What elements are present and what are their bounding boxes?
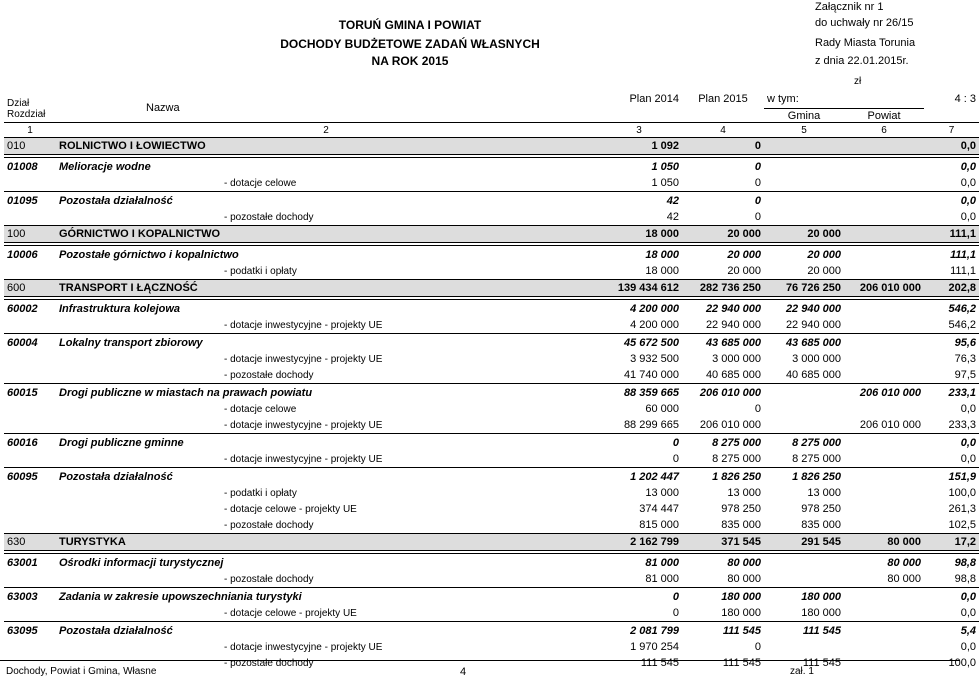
- cell-p14: 13 000: [645, 487, 679, 499]
- cell-name: Pozostałe górnictwo i kopalnictwo: [56, 246, 596, 264]
- cell-powiat: [844, 263, 924, 280]
- cell-ratio: 111,1: [924, 226, 979, 243]
- cell-p15: 13 000: [727, 487, 761, 499]
- cell-code: 60095: [4, 468, 56, 486]
- cell-p14: 2 081 799: [596, 622, 682, 640]
- chapter-row: [4, 300, 979, 318]
- cell-powiat: [844, 175, 924, 192]
- cell-gmina: 8 275 000: [764, 434, 844, 452]
- cell-name: Pozostała działalność: [56, 468, 596, 486]
- cell-p14: 139 434 612: [596, 280, 682, 297]
- cell-gmina: [764, 175, 844, 192]
- cell-code: 63095: [4, 622, 56, 640]
- cell-powiat: [844, 605, 924, 622]
- cell-name: Zadania w zakresie upowszechniania turystyki: [56, 588, 596, 606]
- cell-ratio: 76,3: [954, 353, 976, 365]
- position-row: [4, 517, 979, 534]
- chapter-row: [4, 334, 979, 352]
- cell-code: [4, 485, 56, 501]
- chapter-row: [4, 468, 979, 486]
- cell-name: - podatki i opłaty: [224, 265, 297, 277]
- cell-powiat: [844, 367, 924, 384]
- cell-p15: 1 826 250: [682, 468, 764, 486]
- cell-code: 60015: [4, 384, 56, 402]
- cell-powiat: [844, 300, 924, 318]
- cell-powiat: [844, 468, 924, 486]
- cell-code: 60004: [4, 334, 56, 352]
- cell-p15: 20 000: [682, 226, 764, 243]
- cell-p15: 80 000: [727, 573, 761, 585]
- colnum: 5: [764, 123, 844, 138]
- colnum: 7: [924, 123, 979, 138]
- cell-gmina: [764, 554, 844, 572]
- cell-gmina: 3 000 000: [792, 353, 841, 365]
- cell-name: - pozostałe dochody: [224, 519, 314, 531]
- cell-ratio: 546,2: [924, 300, 979, 318]
- cell-ratio: 0,0: [924, 138, 979, 155]
- cell-ratio: 100,0: [948, 657, 976, 669]
- cell-p15: 0: [754, 641, 761, 653]
- cell-name: - dotacje celowe - projekty UE: [224, 607, 357, 619]
- cell-gmina: 111 545: [764, 622, 844, 640]
- cell-ratio: 0,0: [924, 192, 979, 210]
- doc-title-line1: TORUŃ GMINA I POWIAT: [338, 18, 482, 32]
- cell-p14: 0: [672, 607, 679, 619]
- header-nazwa: Nazwa: [146, 101, 180, 114]
- cell-name: ROLNICTWO I ŁOWIECTWO: [56, 138, 596, 155]
- cell-p15: 22 940 000: [705, 319, 761, 331]
- cell-code: [4, 209, 56, 226]
- chapter-row: [4, 622, 979, 640]
- cell-code: 010: [4, 138, 56, 155]
- cell-p14: 0: [596, 588, 682, 606]
- cell-p15: 40 685 000: [705, 369, 761, 381]
- cell-name: - dotacje celowe: [224, 177, 297, 189]
- cell-code: [4, 351, 56, 367]
- cell-ratio: 102,5: [948, 519, 976, 531]
- cell-ratio: 100,0: [948, 487, 976, 499]
- cell-p14: 4 200 000: [630, 319, 679, 331]
- cell-ratio: 111,1: [924, 246, 979, 264]
- cell-p14: 41 740 000: [623, 369, 679, 381]
- header-rozdzial: Rozdział: [7, 108, 46, 120]
- cell-name: Pozostała działalność: [56, 622, 596, 640]
- cell-gmina: 43 685 000: [764, 334, 844, 352]
- cell-p14: 0: [672, 453, 679, 465]
- cell-gmina: 20 000: [807, 265, 841, 277]
- cell-name: Infrastruktura kolejowa: [56, 300, 596, 318]
- cell-code: 100: [4, 226, 56, 243]
- cell-gmina: 20 000: [764, 246, 844, 264]
- cell-code: 10006: [4, 246, 56, 264]
- cell-p14: 815 000: [639, 519, 679, 531]
- header-gmina: Gmina: [787, 109, 821, 122]
- cell-p14: 1 092: [596, 138, 682, 155]
- cell-gmina: [764, 209, 844, 226]
- cell-p15: 20 000: [727, 265, 761, 277]
- cell-name: - pozostałe dochody: [224, 211, 314, 223]
- section-row: [4, 280, 979, 297]
- colnum: 6: [844, 123, 924, 138]
- cell-p14: 111 545: [640, 657, 679, 669]
- header-w-tym: w tym:: [764, 90, 844, 109]
- chapter-row: [4, 384, 979, 402]
- cell-p14: 2 162 799: [596, 534, 682, 551]
- cell-gmina: [764, 384, 844, 402]
- cell-p14: 0: [596, 434, 682, 452]
- attachment-line1: Załącznik nr 1: [815, 1, 884, 13]
- cell-ratio: 95,6: [924, 334, 979, 352]
- page-footer: [0, 660, 960, 679]
- cell-powiat: 80 000: [844, 554, 924, 572]
- cell-name: - dotacje inwestycyjne - projekty UE: [224, 419, 383, 431]
- position-row: [4, 485, 979, 501]
- doc-title-line3: NA ROK 2015: [371, 54, 449, 68]
- cell-ratio: 0,0: [924, 434, 979, 452]
- attachment-line4: z dnia 22.01.2015r.: [815, 55, 909, 67]
- cell-p15: 180 000: [682, 588, 764, 606]
- cell-ratio: 98,8: [924, 554, 979, 572]
- cell-ratio: 0,0: [960, 403, 976, 415]
- cell-code: [4, 175, 56, 192]
- position-row: [4, 639, 979, 655]
- cell-code: 01095: [4, 192, 56, 210]
- cell-p15: 978 250: [721, 503, 761, 515]
- cell-name: TRANSPORT I ŁĄCZNOŚĆ: [56, 280, 596, 297]
- cell-p15: 0: [754, 211, 761, 223]
- position-row: [4, 209, 979, 226]
- cell-name: Drogi publiczne w miastach na prawach powiatu: [56, 384, 596, 402]
- cell-powiat: [844, 246, 924, 264]
- cell-p15: 8 275 000: [712, 453, 761, 465]
- position-row: [4, 317, 979, 334]
- cell-p14: 42: [666, 211, 679, 223]
- cell-gmina: 40 685 000: [785, 369, 841, 381]
- chapter-row: [4, 192, 979, 210]
- colnum: 3: [596, 123, 682, 138]
- cell-p15: 206 010 000: [699, 419, 761, 431]
- cell-powiat: [844, 317, 924, 334]
- cell-powiat: [844, 588, 924, 606]
- chapter-row: [4, 554, 979, 572]
- cell-name: - pozostałe dochody: [224, 657, 314, 669]
- position-row: [4, 263, 979, 280]
- cell-code: 60016: [4, 434, 56, 452]
- cell-powiat: [844, 501, 924, 517]
- cell-code: 63003: [4, 588, 56, 606]
- cell-p15: 835 000: [721, 519, 761, 531]
- cell-name: Pozostała działalność: [56, 192, 596, 210]
- cell-powiat: [844, 209, 924, 226]
- position-row: [4, 571, 979, 588]
- position-row: [4, 351, 979, 367]
- cell-powiat: [844, 485, 924, 501]
- position-row: [4, 451, 979, 468]
- cell-code: [4, 367, 56, 384]
- currency-unit: zł: [854, 76, 862, 87]
- cell-powiat: [844, 401, 924, 417]
- cell-p15: 3 000 000: [712, 353, 761, 365]
- header-plan-2014: Plan 2014: [629, 93, 679, 106]
- cell-code: [4, 401, 56, 417]
- cell-powiat: 80 000: [887, 573, 921, 585]
- cell-name: Ośrodki informacji turystycznej: [56, 554, 596, 572]
- cell-gmina: [764, 639, 844, 655]
- cell-p15: 22 940 000: [682, 300, 764, 318]
- cell-p14: 45 672 500: [596, 334, 682, 352]
- cell-p14: 1 202 447: [596, 468, 682, 486]
- cell-gmina: 835 000: [801, 519, 841, 531]
- section-row: [4, 534, 979, 551]
- colnum: 1: [4, 123, 56, 138]
- position-row: [4, 367, 979, 384]
- cell-name: - dotacje inwestycyjne - projekty UE: [224, 453, 383, 465]
- cell-p14: 88 299 665: [623, 419, 679, 431]
- cell-ratio: 0,0: [924, 158, 979, 176]
- cell-ratio: 5,4: [924, 622, 979, 640]
- cell-p15: 371 545: [682, 534, 764, 551]
- cell-code: [4, 639, 56, 655]
- cell-gmina: [764, 417, 844, 434]
- cell-gmina: [764, 401, 844, 417]
- cell-p14: 3 932 500: [630, 353, 679, 365]
- header-ratio: 4 : 3: [954, 93, 976, 106]
- cell-gmina: 180 000: [801, 607, 841, 619]
- cell-code: [4, 317, 56, 334]
- cell-gmina: [764, 158, 844, 176]
- header-dzial: Dział: [7, 97, 30, 109]
- cell-gmina: 8 275 000: [792, 453, 841, 465]
- cell-p15: 0: [754, 403, 761, 415]
- attachment-line2: do uchwały nr 26/15: [815, 17, 914, 29]
- footer-doc-name: Dochody, Powiat i Gmina, Własne: [6, 666, 157, 677]
- cell-powiat: [844, 192, 924, 210]
- cell-p14: 81 000: [645, 573, 679, 585]
- cell-name: - dotacje celowe: [224, 403, 297, 415]
- cell-p15: 0: [682, 138, 764, 155]
- cell-p15: 8 275 000: [682, 434, 764, 452]
- cell-code: 630: [4, 534, 56, 551]
- cell-p14: 18 000: [596, 226, 682, 243]
- cell-p15: 0: [682, 192, 764, 210]
- cell-p14: 18 000: [596, 246, 682, 264]
- cell-powiat: [844, 351, 924, 367]
- cell-p15: 282 736 250: [682, 280, 764, 297]
- cell-name: TURYSTYKA: [56, 534, 596, 551]
- cell-ratio: 0,0: [960, 211, 976, 223]
- cell-powiat: [844, 622, 924, 640]
- section-row: [4, 138, 979, 155]
- cell-p14: 374 447: [639, 503, 679, 515]
- cell-powiat: 80 000: [844, 534, 924, 551]
- cell-ratio: 261,3: [948, 503, 976, 515]
- cell-ratio: 202,8: [924, 280, 979, 297]
- cell-code: 63001: [4, 554, 56, 572]
- cell-gmina: 111 545: [802, 657, 841, 669]
- cell-p14: 42: [596, 192, 682, 210]
- header-powiat: Powiat: [867, 109, 901, 122]
- cell-code: [4, 605, 56, 622]
- cell-powiat: [844, 517, 924, 534]
- cell-code: [4, 417, 56, 434]
- cell-code: 60002: [4, 300, 56, 318]
- cell-p15: 0: [682, 158, 764, 176]
- cell-code: 600: [4, 280, 56, 297]
- cell-p15: 206 010 000: [682, 384, 764, 402]
- cell-p15: 43 685 000: [682, 334, 764, 352]
- cell-gmina: 22 940 000: [764, 300, 844, 318]
- cell-code: 01008: [4, 158, 56, 176]
- cell-gmina: 180 000: [764, 588, 844, 606]
- footer-attachment: zał. 1: [790, 666, 814, 677]
- position-row: [4, 401, 979, 417]
- cell-gmina: 22 940 000: [785, 319, 841, 331]
- cell-powiat: 206 010 000: [859, 419, 921, 431]
- cell-code: [4, 501, 56, 517]
- cell-name: Drogi publiczne gminne: [56, 434, 596, 452]
- colnum: 2: [56, 123, 596, 138]
- chapter-row: [4, 158, 979, 176]
- cell-powiat: [844, 138, 924, 155]
- cell-name: - dotacje celowe - projekty UE: [224, 503, 357, 515]
- colnum: 4: [682, 123, 764, 138]
- page-number: 4: [460, 666, 467, 678]
- doc-title-line2: DOCHODY BUDŻETOWE ZADAŃ WŁASNYCH: [280, 37, 540, 51]
- cell-ratio: 233,1: [924, 384, 979, 402]
- cell-ratio: 98,8: [954, 573, 976, 585]
- cell-ratio: 0,0: [960, 641, 976, 653]
- cell-powiat: 206 010 000: [844, 280, 924, 297]
- cell-gmina: [764, 571, 844, 588]
- cell-gmina: [764, 192, 844, 210]
- cell-powiat: [844, 334, 924, 352]
- cell-gmina: 13 000: [807, 487, 841, 499]
- position-row: [4, 501, 979, 517]
- budget-table: [4, 90, 979, 671]
- section-row: [4, 226, 979, 243]
- cell-name: Lokalny transport zbiorowy: [56, 334, 596, 352]
- cell-gmina: 1 826 250: [764, 468, 844, 486]
- cell-p15: 0: [754, 177, 761, 189]
- cell-ratio: 546,2: [948, 319, 976, 331]
- cell-name: Melioracje wodne: [56, 158, 596, 176]
- cell-powiat: [844, 158, 924, 176]
- cell-p14: 60 000: [645, 403, 679, 415]
- cell-name: - dotacje inwestycyjne - projekty UE: [224, 641, 383, 653]
- cell-p14: 81 000: [596, 554, 682, 572]
- cell-name: - dotacje inwestycyjne - projekty UE: [224, 353, 383, 365]
- attachment-line3: Rady Miasta Torunia: [815, 37, 916, 49]
- cell-name: - pozostałe dochody: [224, 573, 314, 585]
- cell-code: [4, 263, 56, 280]
- cell-name: GÓRNICTWO I KOPALNICTWO: [56, 226, 596, 243]
- cell-powiat: [844, 434, 924, 452]
- cell-code: [4, 451, 56, 468]
- cell-p14: 1 050: [596, 158, 682, 176]
- cell-ratio: 0,0: [960, 607, 976, 619]
- cell-code: [4, 571, 56, 588]
- cell-p15: 111 545: [722, 657, 761, 669]
- cell-p15: 180 000: [721, 607, 761, 619]
- cell-name: - pozostałe dochody: [224, 369, 314, 381]
- cell-p14: 18 000: [645, 265, 679, 277]
- cell-ratio: 233,3: [948, 419, 976, 431]
- cell-code: [4, 517, 56, 534]
- cell-ratio: 17,2: [924, 534, 979, 551]
- cell-gmina: [764, 138, 844, 155]
- cell-ratio: 111,1: [950, 265, 976, 277]
- column-numbers-row: [4, 123, 979, 138]
- chapter-row: [4, 246, 979, 264]
- cell-ratio: 97,5: [954, 369, 976, 381]
- cell-p15: 111 545: [682, 622, 764, 640]
- header-plan-2015: Plan 2015: [698, 93, 748, 106]
- cell-p15: 20 000: [682, 246, 764, 264]
- cell-p14: 1 050: [651, 177, 679, 189]
- cell-powiat: [844, 639, 924, 655]
- cell-name: - podatki i opłaty: [224, 487, 297, 499]
- cell-p14: 88 359 665: [596, 384, 682, 402]
- cell-name: - dotacje inwestycyjne - projekty UE: [224, 319, 383, 331]
- cell-ratio: 0,0: [960, 453, 976, 465]
- chapter-row: [4, 434, 979, 452]
- cell-gmina: 76 726 250: [764, 280, 844, 297]
- cell-powiat: [844, 226, 924, 243]
- position-row: [4, 605, 979, 622]
- chapter-row: [4, 588, 979, 606]
- cell-gmina: 978 250: [801, 503, 841, 515]
- cell-ratio: 0,0: [960, 177, 976, 189]
- cell-powiat: [844, 451, 924, 468]
- position-row: [4, 417, 979, 434]
- cell-p14: 4 200 000: [596, 300, 682, 318]
- position-row: [4, 175, 979, 192]
- cell-p14: 1 970 254: [630, 641, 679, 653]
- cell-p15: 80 000: [682, 554, 764, 572]
- cell-gmina: 20 000: [764, 226, 844, 243]
- cell-gmina: 291 545: [764, 534, 844, 551]
- cell-ratio: 0,0: [924, 588, 979, 606]
- cell-ratio: 151,9: [924, 468, 979, 486]
- cell-powiat: 206 010 000: [844, 384, 924, 402]
